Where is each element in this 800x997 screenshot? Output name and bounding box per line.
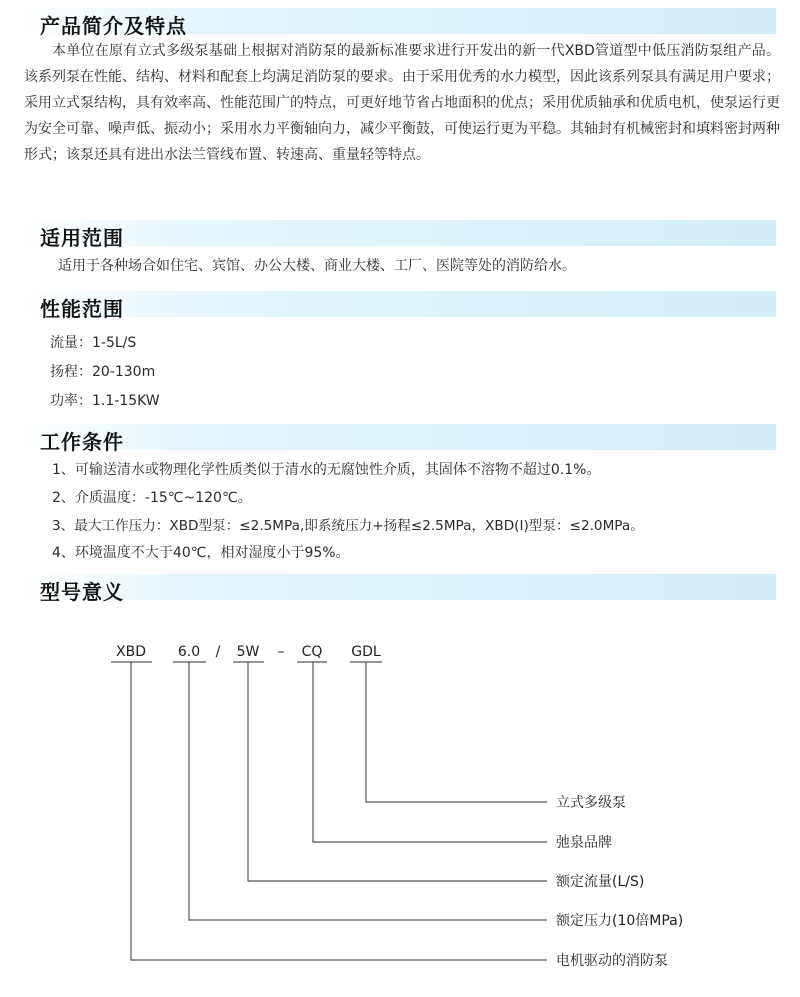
leader-line-brand bbox=[313, 662, 547, 842]
code-dash: – bbox=[277, 644, 285, 660]
leader-line-type bbox=[366, 662, 547, 802]
performance-item-head: 扬程：20-130m bbox=[50, 364, 156, 380]
code-flow: 5W bbox=[236, 644, 260, 660]
condition-item-1: 1、可输送清水或物理化学性质类似于清水的无腐蚀性介质，其固体不溶物不超过0.1%。 bbox=[52, 462, 601, 478]
meaning-xbd: 电机驱动的消防泵 bbox=[556, 953, 668, 969]
leader-line-flow bbox=[248, 662, 547, 881]
meaning-flow: 额定流量(L/S) bbox=[556, 874, 645, 890]
meaning-brand: 弛泉品牌 bbox=[556, 835, 612, 851]
performance-heading: 性能范围 bbox=[40, 297, 124, 321]
leader-line-xbd bbox=[131, 662, 547, 960]
condition-item-4: 4、环境温度不大于40℃，相对湿度小于95%。 bbox=[52, 545, 350, 561]
code-brand: CQ bbox=[301, 644, 323, 660]
condition-item-3: 3、最大工作压力：XBD型泵：≤2.5MPa,即系统压力+扬程≤2.5MPa，XBD(Ⅰ)型泵：≤2.0MPa。 bbox=[52, 518, 644, 534]
performance-item-flow: 流量：1-5L/S bbox=[50, 335, 137, 351]
conditions-heading: 工作条件 bbox=[40, 430, 124, 454]
scope-text: 适用于各种场合如住宅、宾馆、办公大楼、商业大楼、工厂、医院等处的消防给水。 bbox=[58, 258, 576, 274]
code-slash: / bbox=[215, 644, 221, 660]
performance-item-power: 功率：1.1-15KW bbox=[50, 393, 160, 409]
code-type: GDL bbox=[351, 644, 381, 660]
intro-heading: 产品简介及特点 bbox=[40, 14, 187, 38]
intro-paragraph: 本单位在原有立式多级泵基础上根据对消防泵的最新标准要求进行开发出的新一代XBD管道型中低压消防泵组产品。该系列泵在性能、结构、材料和配套上均满足消防泵的要求。由于采用优秀的水力模型，因此该系列泵具有满足用户要求；采用立式泵结构，具有效率高、性能范围广的特点，可更好地节省占地面积的优点；采用优质轴承和优质电机，使泵运行更为安全可靠、噪声低、振动小；采用水力平衡轴向力，减少平衡鼓，可使运行更为平稳。其轴封有机械密封和填料密封两种形式；该泵还具有进出水法兰管线布置、转速高、重量轻等特点。 bbox=[24, 43, 780, 163]
code-xbd: XBD bbox=[116, 644, 146, 660]
code-pressure: 6.0 bbox=[177, 644, 201, 660]
model-heading: 型号意义 bbox=[40, 580, 124, 604]
condition-item-2: 2、介质温度：-15℃~120℃。 bbox=[52, 490, 252, 506]
meaning-type: 立式多级泵 bbox=[556, 795, 626, 811]
scope-heading: 适用范围 bbox=[40, 226, 124, 250]
meaning-pressure: 额定压力(10倍MPa) bbox=[556, 913, 684, 929]
